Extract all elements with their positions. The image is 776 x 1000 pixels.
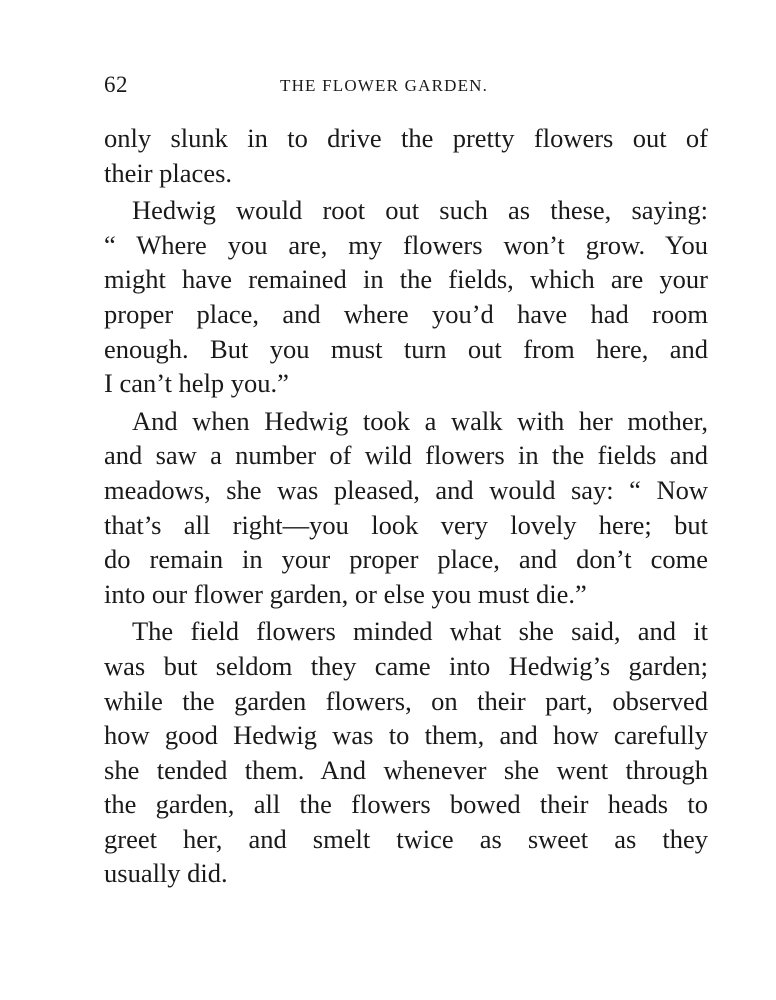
text-line: Hedwig would root out such as these, saying: [132, 195, 708, 226]
text-line: that’s all right—you look very lovely here; but [104, 509, 708, 540]
text-line: do remain in your proper place, and don’t come [104, 544, 708, 575]
text-line: “ Where you are, my flowers won’t grow. You [104, 229, 708, 260]
text-line: usually did. [104, 858, 228, 889]
text-line: how good Hedwig was to them, and how carefully [104, 720, 708, 751]
body-text [104, 121, 708, 891]
text-line: proper place, and where you’d have had room [104, 298, 708, 329]
paragraph [104, 193, 708, 401]
paragraph [104, 121, 708, 190]
text-line: And when Hedwig took a walk with her mother, [132, 405, 708, 436]
running-head: THE FLOWER GARDEN. [280, 76, 489, 95]
text-line: enough. But you must turn out from here, and [104, 333, 708, 364]
text-line: into our flower garden, or else you must die.” [104, 578, 587, 609]
text-line: The field flowers minded what she said, and it [132, 616, 708, 647]
text-line: meadows, she was pleased, and would say: “ Now [104, 474, 708, 505]
text-line: greet her, and smelt twice as sweet as they [104, 823, 708, 854]
paragraph [104, 614, 708, 891]
text-line: their places. [104, 157, 233, 188]
text-line: only slunk in to drive the pretty flowers out of [104, 123, 708, 153]
text-line: she tended them. And whenever she went through [104, 754, 708, 785]
text-line: was but seldom they came into Hedwig’s garden; [104, 650, 708, 681]
text-line: I can’t help you.” [104, 368, 289, 399]
text-line: while the garden flowers, on their part, observed [104, 685, 708, 716]
paragraph [104, 404, 708, 612]
page-header [104, 72, 708, 102]
text-line: and saw a number of wild flowers in the fields and [104, 440, 708, 471]
text-line: might have remained in the fields, which are your [104, 264, 708, 295]
text-line: the garden, all the flowers bowed their heads to [104, 789, 708, 820]
page-number: 62 [104, 72, 128, 97]
